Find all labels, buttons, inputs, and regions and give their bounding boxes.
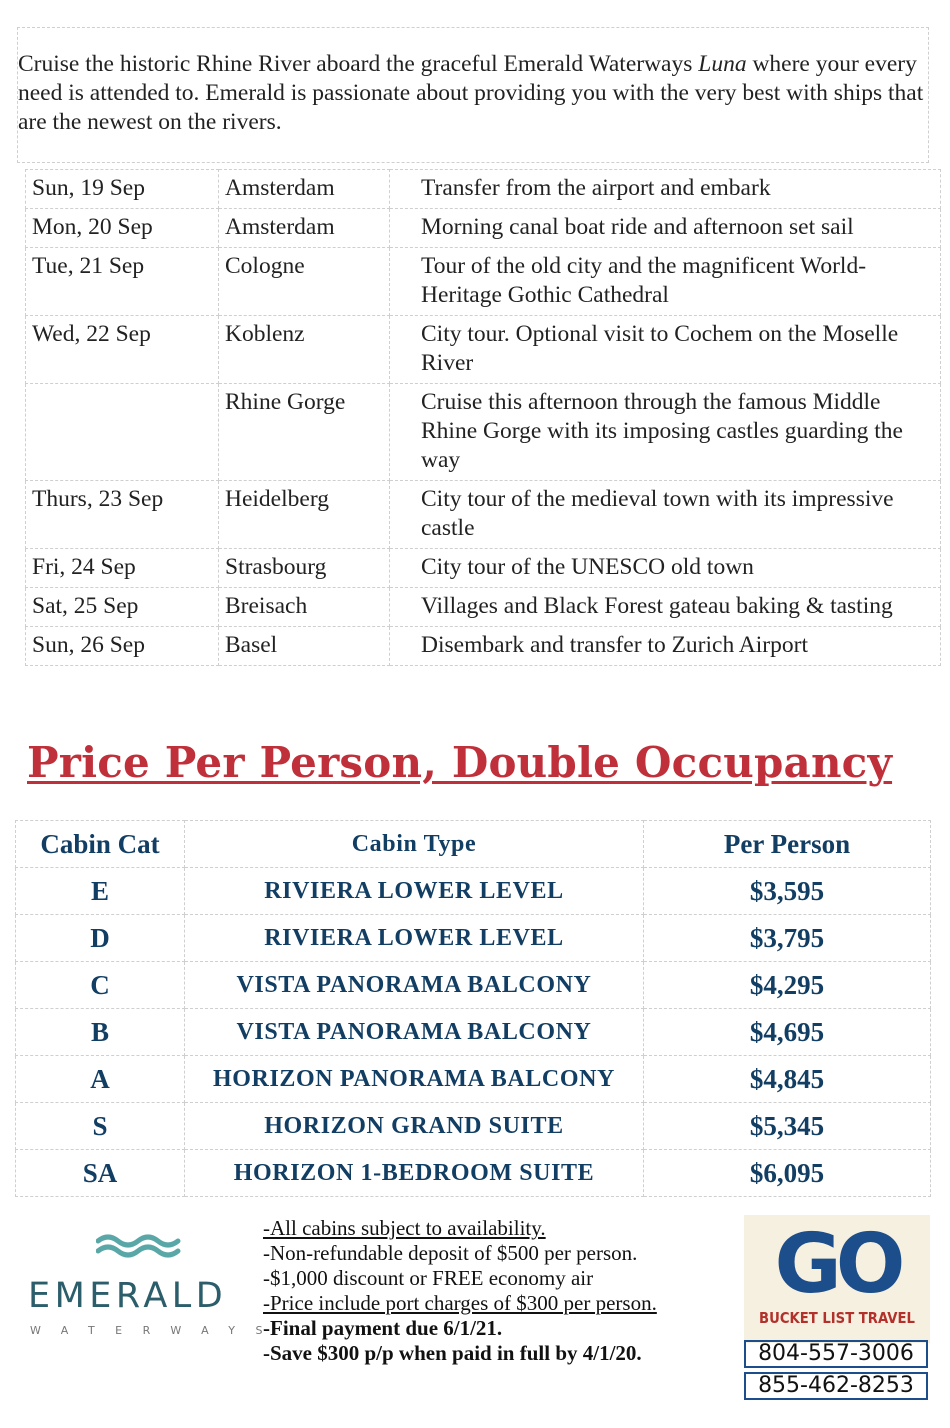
per-person-price: $6,095 (644, 1150, 931, 1197)
header-per-person: Per Person (644, 821, 931, 868)
cabin-type: HORIZON PANORAMA BALCONY (185, 1056, 644, 1103)
itinerary-place: Heidelberg (219, 481, 390, 549)
itinerary-date: Sun, 19 Sep (26, 170, 219, 209)
intro-paragraph (17, 27, 929, 163)
intro-text-before: Cruise the historic Rhine River aboard the graceful Emerald Waterways (18, 51, 699, 77)
itinerary-place: Strasbourg (219, 549, 390, 588)
header-cabin-type: Cabin Type (185, 821, 644, 868)
per-person-price: $3,795 (644, 915, 931, 962)
itinerary-activity: Disembark and transfer to Zurich Airport (390, 627, 941, 666)
cabin-cat: A (16, 1056, 185, 1103)
itinerary-date: Wed, 22 Sep (26, 316, 219, 384)
price-heading: Price Per Person, Double Occupancy (27, 738, 893, 787)
price-row (16, 915, 931, 962)
itinerary-place: Amsterdam (219, 170, 390, 209)
go-wordmark: GO (774, 1217, 900, 1312)
wave-icon (96, 1232, 186, 1260)
itinerary-date: Tue, 21 Sep (26, 248, 219, 316)
itinerary-activity: City tour of the UNESCO old town (390, 549, 941, 588)
itinerary-date: Sun, 26 Sep (26, 627, 219, 666)
price-row (16, 1150, 931, 1197)
itinerary-row (26, 248, 941, 316)
note-discount: -$1,000 discount or FREE economy air (263, 1266, 594, 1290)
header-cabin-cat: Cabin Cat (16, 821, 185, 868)
itinerary-date: Thurs, 23 Sep (26, 481, 219, 549)
cabin-cat: C (16, 962, 185, 1009)
price-table (15, 820, 931, 1197)
go-brand-name: BUCKET LIST TRAVEL (759, 1309, 915, 1327)
cabin-type: HORIZON 1-BEDROOM SUITE (185, 1150, 644, 1197)
note-availability: -All cabins subject to availability. (263, 1216, 546, 1240)
itinerary-row (26, 170, 941, 209)
per-person-price: $4,845 (644, 1056, 931, 1103)
per-person-price: $5,345 (644, 1103, 931, 1150)
note-save: -Save $300 p/p when paid in full by 4/1/20. (263, 1341, 642, 1365)
itinerary-date: Sat, 25 Sep (26, 588, 219, 627)
itinerary-row (26, 384, 941, 481)
emerald-wordmark: EMERALD (28, 1276, 228, 1316)
itinerary-activity: Cruise this afternoon through the famous Middle Rhine Gorge with its imposing castles guarding the way (390, 384, 941, 481)
cabin-type: RIVIERA LOWER LEVEL (185, 868, 644, 915)
go-bucket-list-logo (744, 1215, 930, 1343)
cabin-cat: SA (16, 1150, 185, 1197)
per-person-price: $3,595 (644, 868, 931, 915)
terms-notes (263, 1216, 733, 1366)
itinerary-activity: City tour of the medieval town with its impressive castle (390, 481, 941, 549)
price-header-row (16, 821, 931, 868)
itinerary-row (26, 588, 941, 627)
itinerary-row (26, 209, 941, 248)
note-deposit: -Non-refundable deposit of $500 per person. (263, 1241, 638, 1265)
itinerary-place: Koblenz (219, 316, 390, 384)
itinerary-activity: Villages and Black Forest gateau baking & tasting (390, 588, 941, 627)
itinerary-place: Cologne (219, 248, 390, 316)
per-person-price: $4,295 (644, 962, 931, 1009)
itinerary-activity: City tour. Optional visit to Cochem on the Moselle River (390, 316, 941, 384)
cabin-cat: E (16, 868, 185, 915)
emerald-waterways-logo (28, 1232, 283, 1342)
itinerary-row (26, 316, 941, 384)
cabin-type: HORIZON GRAND SUITE (185, 1103, 644, 1150)
itinerary-row (26, 627, 941, 666)
emerald-subtitle: WATERWAYS (30, 1324, 283, 1337)
itinerary-activity: Transfer from the airport and embark (390, 170, 941, 209)
price-row (16, 868, 931, 915)
price-row (16, 1056, 931, 1103)
intro-text-after: where your every need is attended to. Emerald is passionate about providing you with the very best with ships that are the newest on the rivers. (18, 51, 924, 135)
cabin-type: RIVIERA LOWER LEVEL (185, 915, 644, 962)
itinerary-row (26, 481, 941, 549)
itinerary-place: Breisach (219, 588, 390, 627)
note-port-charges: -Price include port charges of $300 per person. (263, 1291, 657, 1315)
itinerary-date (26, 384, 219, 481)
itinerary-place: Basel (219, 627, 390, 666)
price-row (16, 1103, 931, 1150)
itinerary-row (26, 549, 941, 588)
cabin-cat: S (16, 1103, 185, 1150)
itinerary-date: Mon, 20 Sep (26, 209, 219, 248)
price-row (16, 1009, 931, 1056)
per-person-price: $4,695 (644, 1009, 931, 1056)
itinerary-place: Amsterdam (219, 209, 390, 248)
itinerary-activity: Tour of the old city and the magnificent World-Heritage Gothic Cathedral (390, 248, 941, 316)
cabin-type: VISTA PANORAMA BALCONY (185, 962, 644, 1009)
phone-number[interactable]: 855-462-8253 (744, 1372, 928, 1400)
itinerary-table (25, 169, 941, 666)
itinerary-date: Fri, 24 Sep (26, 549, 219, 588)
itinerary-place: Rhine Gorge (219, 384, 390, 481)
price-row (16, 962, 931, 1009)
itinerary-activity: Morning canal boat ride and afternoon set sail (390, 209, 941, 248)
cabin-type: VISTA PANORAMA BALCONY (185, 1009, 644, 1056)
cabin-cat: B (16, 1009, 185, 1056)
cabin-cat: D (16, 915, 185, 962)
ship-name: Luna (698, 51, 747, 77)
phone-number[interactable]: 804-557-3006 (744, 1340, 928, 1368)
note-final-payment: -Final payment due 6/1/21. (263, 1316, 503, 1340)
